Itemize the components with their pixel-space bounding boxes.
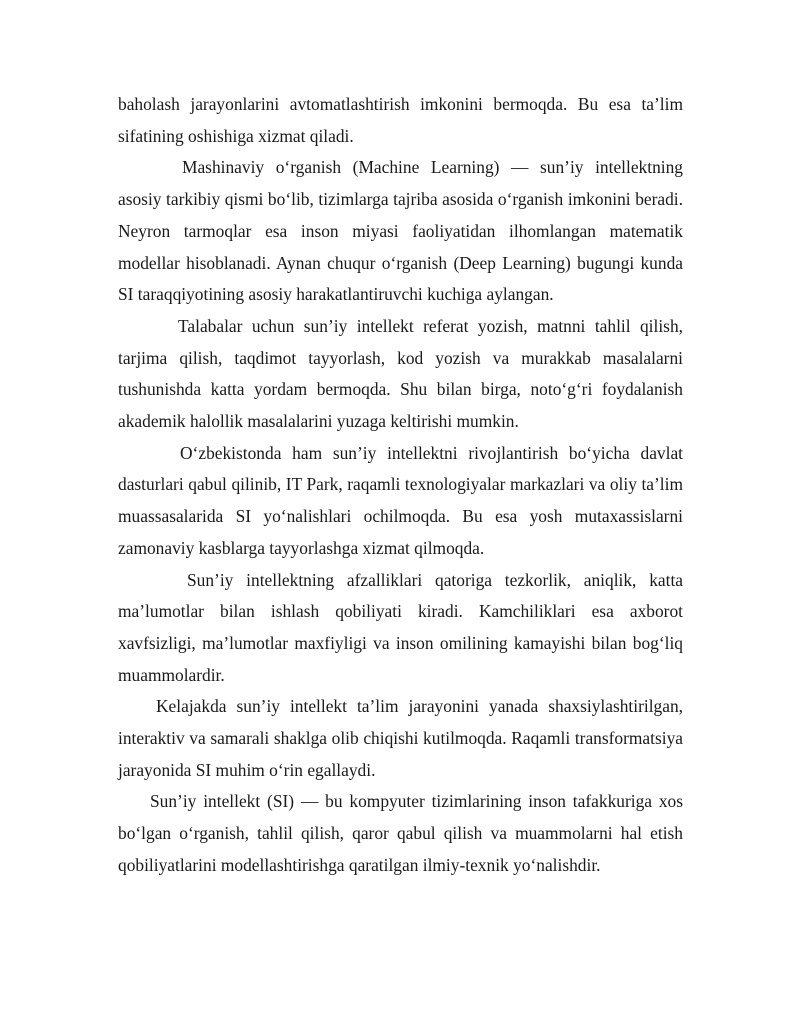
- paragraph-future: Kelajakda sun’iy intellekt ta’lim jarayonini yanada shaxsiylashtirilgan, interaktiv va samarali shaklga olib chiqishi kutilmoqda. Raqamli transformatsiya jarayonida SI muhim o‘rin egallaydi.: [118, 696, 683, 780]
- paragraph-students: Talabalar uchun sun’iy intellekt referat yozish, matnni tahlil qilish, tarjima qilish, taqdimot tayyorlash, kod yozish va murakkab masalalarni tushunishda katta yordam bermoqda. Shu bilan birga, noto‘g‘ri foydalanish akademik halollik masalalarini yuzaga keltirishi mumkin.: [118, 315, 683, 432]
- paragraph-assessment-continuation: baholash jarayonlarini avtomatlashtirish imkonini bermoqda. Bu esa ta’lim sifatining oshishiga xizmat qiladi.: [118, 94, 683, 146]
- paragraph-machine-learning: Mashinaviy o‘rganish (Machine Learning) — sun’iy intellektning asosiy tarkibiy qismi bo‘lib, tizimlarga tajriba asosida o‘rganish imkonini beradi. Neyron tarmoqlar esa inson miyasi faoliyatidan ilhomlangan matematik modellar hisoblanadi. Aynan chuqur o‘rganish (Deep Learning) bugungi kunda SI taraqqiyotining asosiy harakatlantiruvchi kuchiga aylangan.: [118, 157, 683, 305]
- paragraph-definition: Sun’iy intellekt (SI) — bu kompyuter tizimlarining inson tafakkuriga xos bo‘lgan o‘rganish, tahlil qilish, qaror qabul qilish va muammolarni hal etish qobiliyatlarini modellashtirishga qaratilgan ilmiy-texnik yo‘nalishdir.: [118, 791, 683, 875]
- document-body: [118, 89, 683, 882]
- paragraph-uzbekistan: O‘zbekistonda ham sun’iy intellektni rivojlantirish bo‘yicha davlat dasturlari qabul qilinib, IT Park, raqamli texnologiyalar markazlari va oliy ta’lim muassasalarida SI yo‘nalishlari ochilmoqda. Bu esa yosh mutaxassislarni zamonaviy kasblarga tayyorlashga xizmat qilmoqda.: [118, 442, 683, 558]
- paragraph-advantages: Sun’iy intellektning afzalliklari qatoriga tezkorlik, aniqlik, katta ma’lumotlar bilan ishlash qobiliyati kiradi. Kamchiliklari esa axborot xavfsizligi, ma’lumotlar maxfiyligi va inson omilining kamayishi bilan bog‘liq muammolardir.: [118, 569, 683, 685]
